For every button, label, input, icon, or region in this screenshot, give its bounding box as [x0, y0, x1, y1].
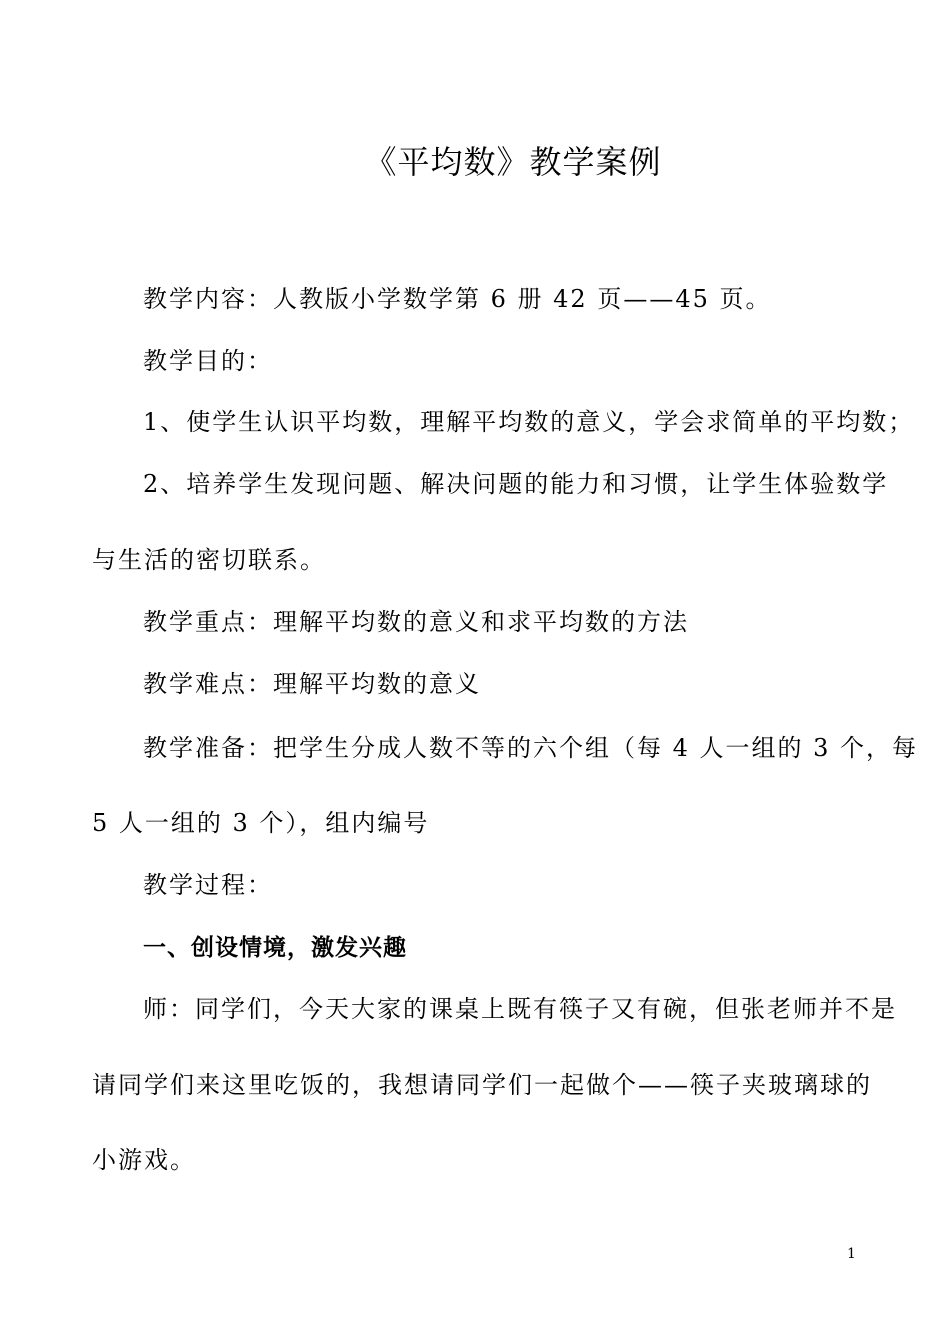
- teacher-paragraph-line-2: 请同学们来这里吃饭的，我想请同学们一起做个——筷子夹玻璃球的: [92, 1071, 872, 1099]
- preparation-continuation: 5 人一组的 3 个），组内编号: [92, 809, 430, 837]
- difficulty-line: 教学难点：理解平均数的意义: [143, 670, 481, 698]
- document-title: 《平均数》教学案例: [364, 143, 662, 181]
- teaching-goals-heading: 教学目的：: [143, 347, 273, 375]
- goal-2-line: 2、培养学生发现问题、解决问题的能力和习惯，让学生体验数学: [143, 470, 889, 498]
- page-number: 1: [847, 1246, 856, 1262]
- key-point-line: 教学重点：理解平均数的意义和求平均数的方法: [143, 608, 689, 636]
- preparation-line: 教学准备：把学生分成人数不等的六个组（每 4 人一组的 3 个，每: [143, 734, 919, 762]
- teacher-paragraph-line-1: 师：同学们，今天大家的课桌上既有筷子又有碗，但张老师并不是: [143, 995, 897, 1023]
- section-1-heading: 一、创设情境，激发兴趣: [143, 935, 407, 961]
- goal-2-continuation: 与生活的密切联系。: [92, 546, 326, 574]
- goal-1-line: 1、使学生认识平均数，理解平均数的意义，学会求简单的平均数；: [143, 408, 915, 436]
- teaching-content-line: 教学内容：人教版小学数学第 6 册 42 页——45 页。: [143, 285, 772, 313]
- teacher-paragraph-line-3: 小游戏。: [92, 1146, 196, 1174]
- process-heading: 教学过程：: [143, 871, 273, 899]
